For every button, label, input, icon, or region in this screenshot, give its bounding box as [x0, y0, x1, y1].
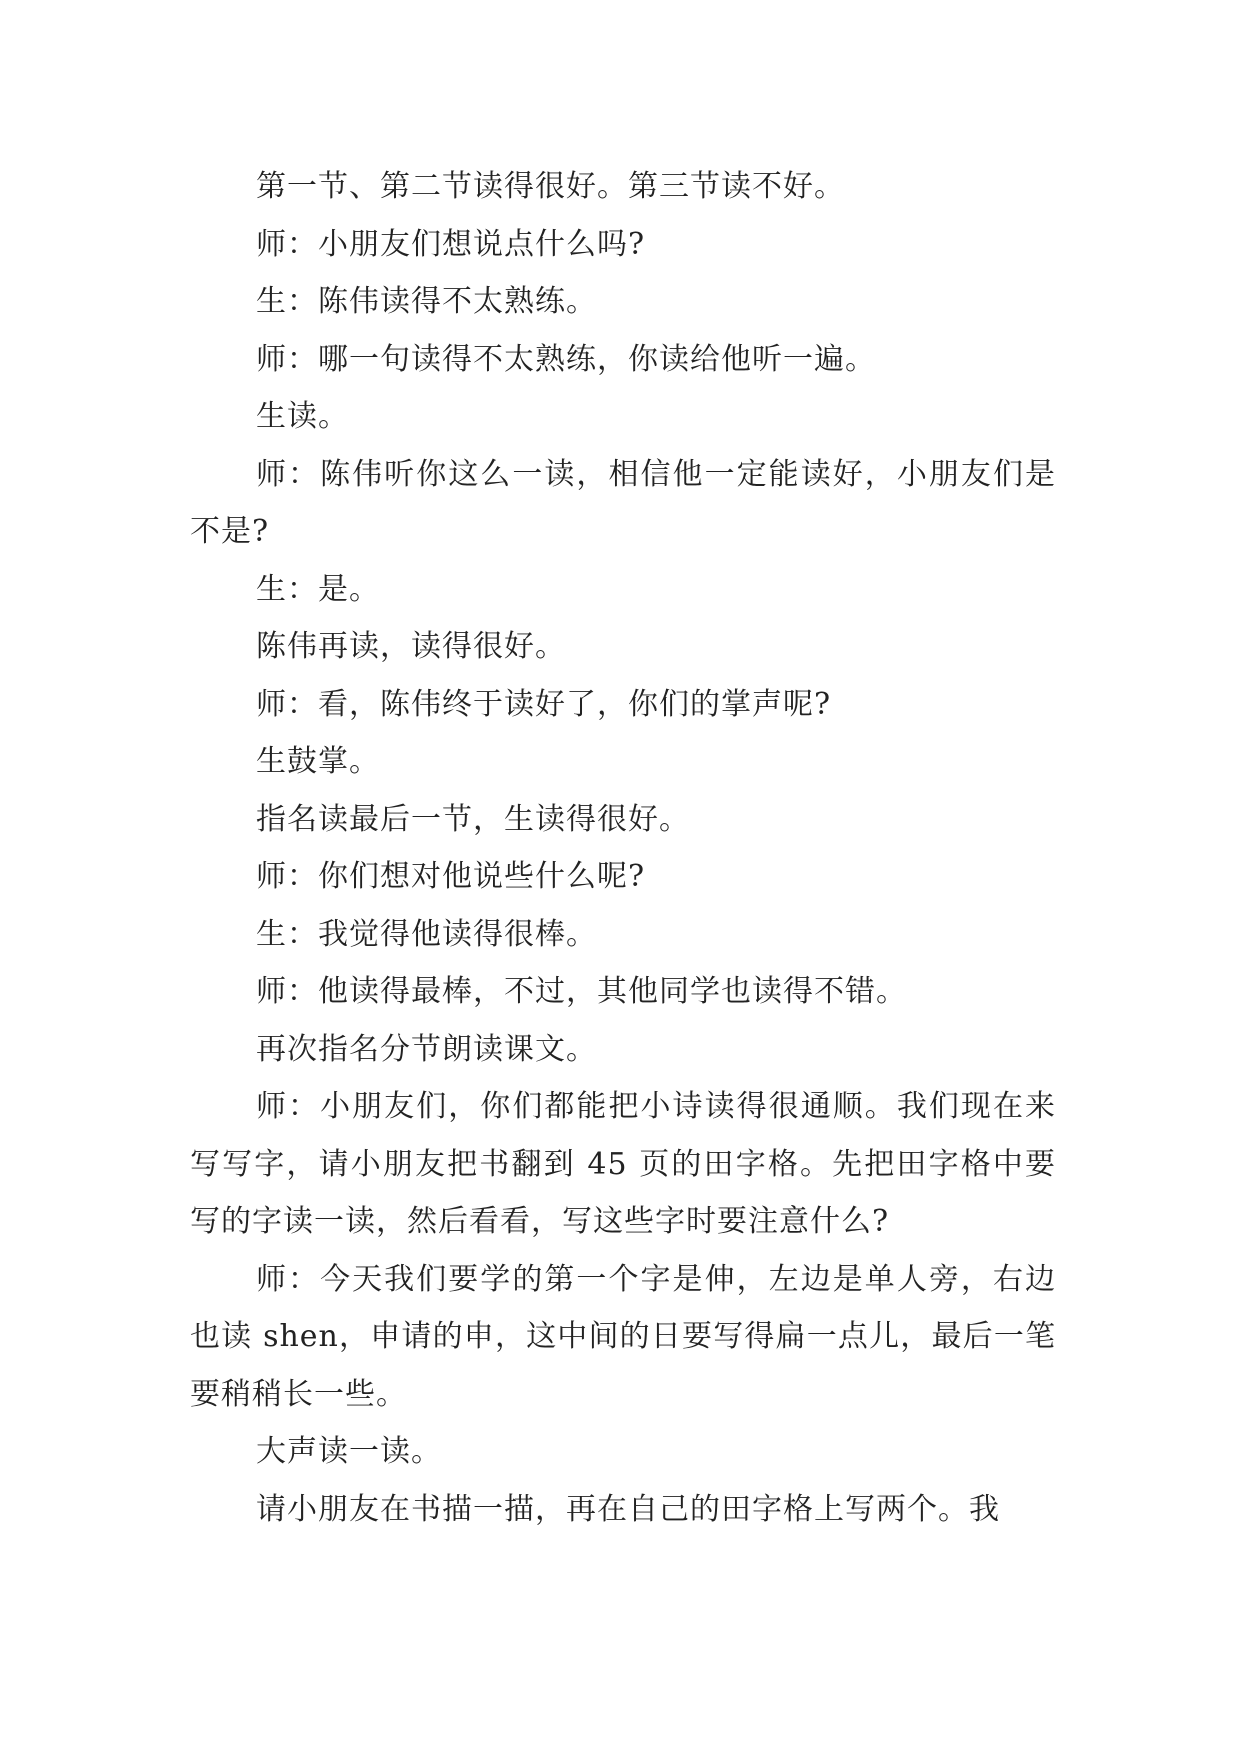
paragraph: 师：哪一句读得不太熟练，你读给他听一遍。	[256, 341, 876, 377]
paragraph: 第一节、第二节读得很好。第三节读不好。	[256, 169, 845, 204]
paragraph: 生：我觉得他读得很棒。	[256, 916, 597, 952]
paragraph: 陈伟再读，读得很好。	[256, 629, 566, 664]
paragraph: 生读。	[256, 399, 349, 434]
paragraph: 生鼓掌。	[256, 744, 380, 779]
paragraph: 再次指名分节朗读课文。	[256, 1031, 597, 1067]
paragraph: 师：看，陈伟终于读好了，你们的掌声呢?	[256, 686, 832, 722]
paragraph: 请小朋友在书描一描，再在自己的田字格上写两个。我	[256, 1491, 1000, 1527]
paragraph: 大声读一读。	[256, 1434, 442, 1469]
paragraph: 生：是。	[256, 571, 380, 607]
paragraph: 师：你们想对他说些什么呢?	[256, 859, 646, 894]
paragraph: 指名读最后一节，生读得很好。	[256, 801, 690, 837]
paragraph: 师：小朋友们想说点什么吗?	[256, 226, 646, 262]
paragraph: 生：陈伟读得不太熟练。	[256, 284, 597, 319]
paragraph: 师：小朋友们，你们都能把小诗读得很通顺。我们现在来写写字，请小朋友把书翻到 45 页的田字格。先把田字格中要写的字读一读，然后看看，写这些字时要注意什么?	[190, 1089, 1056, 1239]
paragraph: 师：今天我们要学的第一个字是伸，左边是单人旁，右边也读 shen，申请的申，这中间的日要写得扁一点儿，最后一笔要稍稍长一些。	[190, 1261, 1056, 1412]
document-body	[190, 158, 1056, 1538]
paragraph: 师：他读得最棒，不过，其他同学也读得不错。	[256, 974, 907, 1009]
paragraph: 师：陈伟听你这么一读，相信他一定能读好，小朋友们是不是?	[190, 456, 1056, 549]
